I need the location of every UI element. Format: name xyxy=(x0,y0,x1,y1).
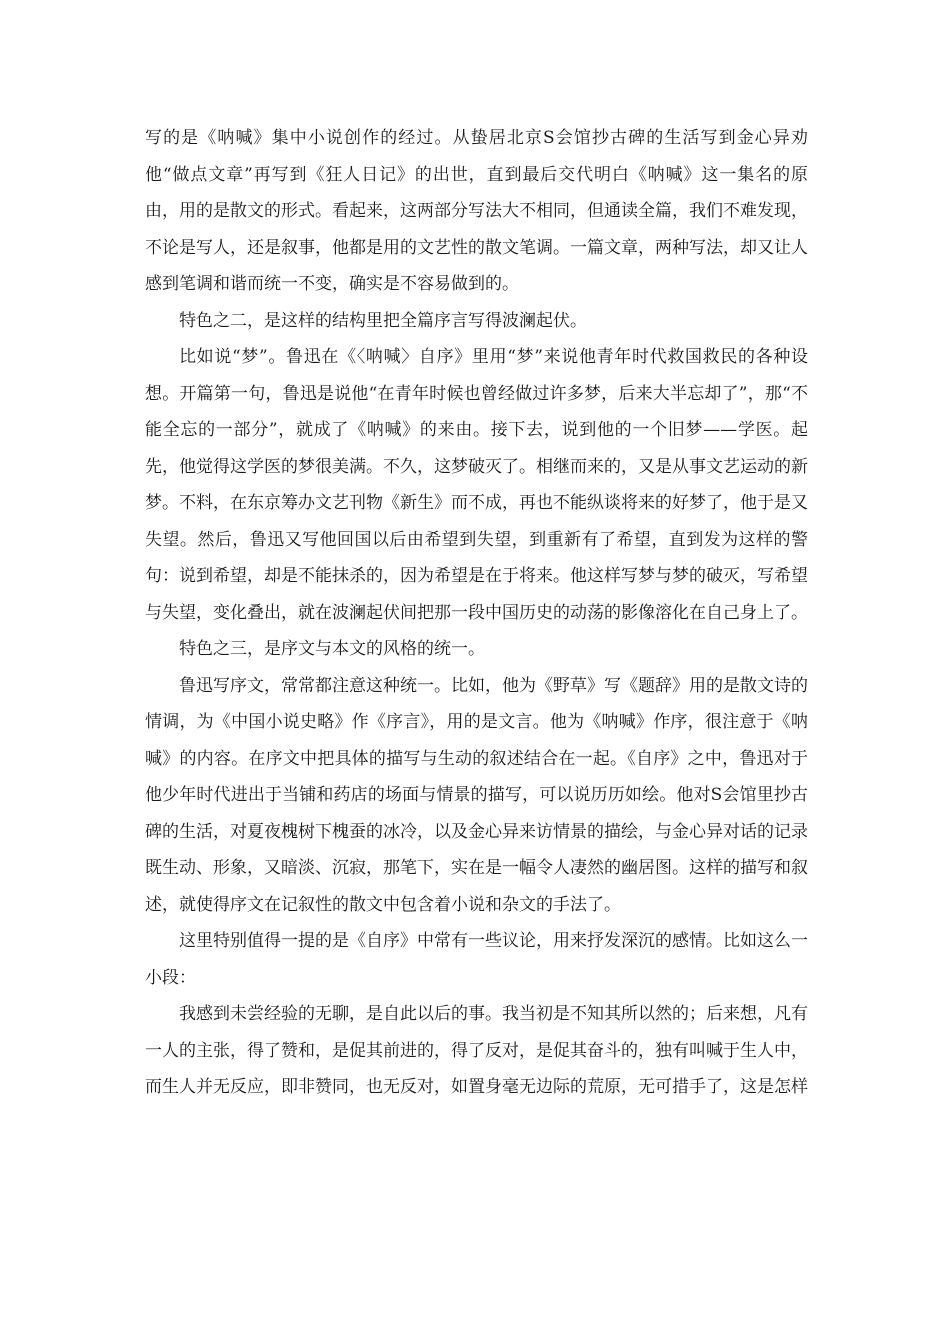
paragraph-5: 鲁迅写序文，常常都注意这种统一。比如，他为《野草》写《题辞》用的是散文诗的情调，为《中国小说史略》作《序言》，用的是文言。他为《呐喊》作序，很注意于《呐喊》的内容。在序文中把具体的描写与生动的叙述结合在一起。《自序》之中，鲁迅对于他少年时代进出于当铺和药店的场面与情景的描写，可以说历历如绘。他对S会馆里抄古碑的生活，对夏夜槐树下槐蚕的冰冷，以及金心异来访情景的描绘，与金心异对话的记录既生动、形象，又暗淡、沉寂，那笔下，实在是一幅令人凄然的幽居图。这样的描写和叙述，就使得序文在记叙性的散文中包含着小说和杂文的手法了。 xyxy=(145,675,808,915)
paragraph-2: 特色之二，是这样的结构里把全篇序言写得波澜起伏。 xyxy=(179,310,587,331)
paragraph-1: 写的是《呐喊》集中小说创作的经过。从蛰居北京S会馆抄古碑的生活写到金心异劝他“做点文章”再写到《狂人日记》的出世，直到最后交代明白《呐喊》这一集名的原由，用的是散文的形式。看起来，这两部分写法大不相同，但通读全篇，我们不难发现，不论是写人，还是叙事，他都是用的文艺性的散文笔调。一篇文章，两种写法，却又让人感到笔调和谐而统一不变，确实是不容易做到的。 xyxy=(145,128,808,294)
paragraph-7: 我感到未尝经验的无聊，是自此以后的事。我当初是不知其所以然的；后来想，凡有一人的主张，得了赞和，是促其前进的，得了反对，是促其奋斗的，独有叫喊于生人中，而生人并无反应，即非赞同，也无反对，如置身毫无边际的荒原，无可措手了，这是怎样 xyxy=(145,1004,808,1097)
paragraph-3: 比如说“梦”。鲁迅在《〈呐喊〉自序》里用“梦”来说他青年时代救国救民的各种设想。开篇第一句，鲁迅是说他“在青年时候也曾经做过许多梦，后来大半忘却了”，那“不能全忘的一部分”，就成了《呐喊》的来由。接下去，说到他的一个旧梦——学医。起先，他觉得这学医的梦很美满。不久，这梦破灭了。相继而来的，又是从事文艺运动的新梦。不料，在东京筹办文艺刊物《新生》而不成，再也不能纵谈将来的好梦了，他于是又失望。然后，鲁迅又写他回国以后由希望到失望，到重新有了希望，直到发为这样的警句：说到希望，却是不能抹杀的，因为希望是在于将来。他这样写梦与梦的破灭，写希望与失望，变化叠出，就在波澜起伏间把那一段中国历史的动荡的影像溶化在自己身上了。 xyxy=(145,347,808,623)
document-body xyxy=(145,120,808,1106)
paragraph-4: 特色之三，是序文与本文的风格的统一。 xyxy=(179,639,485,659)
paragraph-6: 这里特别值得一提的是《自序》中常有一些议论，用来抒发深沉的感情。比如这么一小段： xyxy=(145,931,808,988)
